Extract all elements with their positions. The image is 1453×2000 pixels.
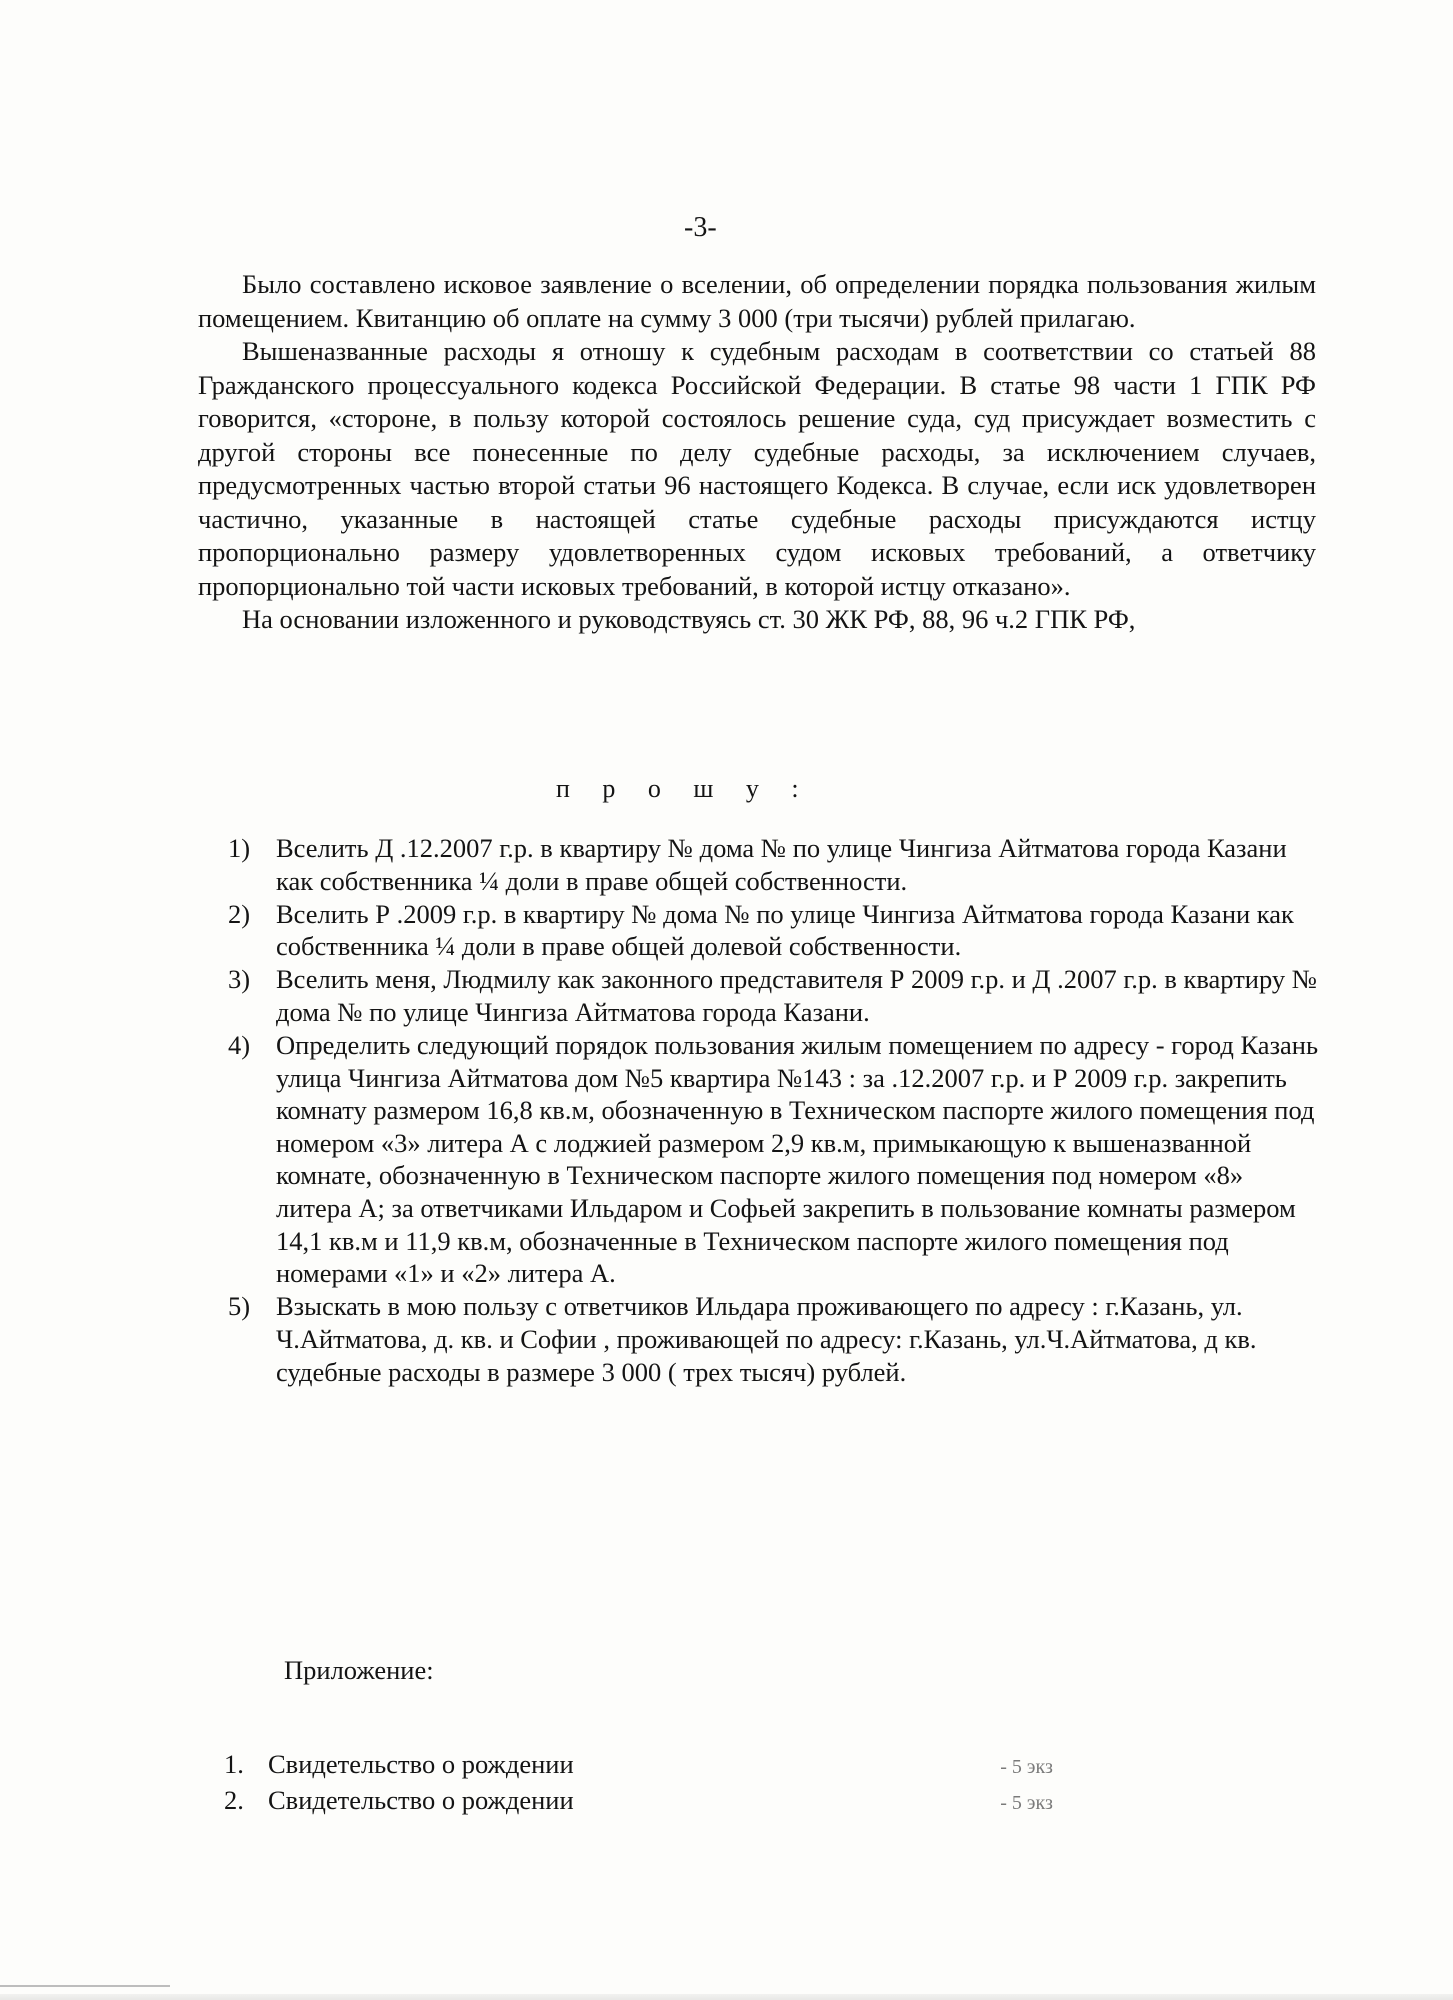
attachment-copies: - 5 экз	[1000, 1792, 1053, 1814]
paragraph-conclusion: На основании изложенного и руководствуясь ст. 30 ЖК РФ, 88, 96 ч.2 ГПК РФ,	[242, 604, 1136, 634]
page-number: -3-	[684, 212, 717, 243]
request-number: 2)	[228, 898, 251, 929]
scan-bottom-edge	[0, 1994, 1453, 2000]
request-heading: п р о ш у :	[556, 774, 812, 803]
attachment-item-2	[224, 1784, 1053, 1820]
attachments-title: Приложение:	[284, 1655, 434, 1685]
request-text: Вселить меня, Людмилу как законного представителя Р 2009 г.р. и Д .2007 г.р. в квартиру № дома № по улице Чингиза Айтматова города Казани.	[276, 964, 1318, 1027]
attachment-number: 2.	[224, 1785, 244, 1815]
paragraph-receipt: Было составлено исковое заявление о вселении, об определении порядка пользования жилым помещением. Квитанцию об оплате на сумму 3 000 (три тысячи) рублей прилагаю.	[198, 269, 1316, 333]
request-item-3	[228, 963, 1320, 1028]
request-number: 5)	[228, 1291, 251, 1322]
request-number: 1)	[228, 833, 251, 863]
request-item-1	[228, 832, 1320, 897]
attachment-copies: - 5 экз	[1000, 1756, 1053, 1778]
request-text: Вселить Д .12.2007 г.р. в квартиру № дома № по улице Чингиза Айтматова города Казани как собственника ¼ доли в праве общей собственности.	[276, 833, 1287, 896]
request-text: Взыскать в мою пользу с ответчиков Ильдара проживающего по адресу : г.Казань, ул. Ч.Айтматова, д. кв. и Софии , проживающей по адресу: г.Казань, ул.Ч.Айтматова, д кв. судебные расходы в размере 3 000 ( трех тысяч) рублей.	[276, 1291, 1257, 1387]
request-text: Определить следующий порядок пользования жилым помещением по адресу - город Казань улица Чингиза Айтматова дом №5 квартира №143 : за .12.2007 г.р. и Р 2009 г.р. закрепить комнату размером 16,8 кв.м, обозначенную в Техническом паспорте жилого помещения под номером «3» литера А с лоджией размером 2,9 кв.м, примыкающую к вышеназванной комнате, обозначенную в Техническом паспорте жилого помещения под номером «8» литера А; за ответчиками Ильдаром и Софьей закрепить в пользование комнаты размером 14,1 кв.м и 11,9 кв.м, обозначенные в Техническом паспорте жилого помещения под номерами «1» и «2» литера А.	[276, 1030, 1319, 1289]
document-body	[198, 268, 1316, 637]
request-list	[228, 832, 1320, 1389]
request-number: 3)	[228, 964, 251, 995]
attachment-text: Свидетельство о рождении	[268, 1749, 574, 1779]
paragraph-legal-basis: Вышеназванные расходы я отношу к судебным расходам в соответствии со статьей 88 Гражданского процессуального кодекса Российской Федерации. В статье 98 части 1 ГПК РФ говорится, «стороне, в пользу которой состоялось решение суда, суд присуждает возместить с другой стороны все понесенные по делу судебные расходы, за исключением случаев, предусмотренных частью второй статьи 96 настоящего Кодекса. В случае, если иск удовлетворен частично, указанные в настоящей статье судебные расходы присуждаются истцу пропорционально размеру удовлетворенных судом исковых требований, а ответчику пропорционально той части исковых требований, в которой истцу отказано».	[198, 336, 1316, 601]
request-item-4	[228, 1029, 1320, 1290]
attachment-item-1	[224, 1748, 1053, 1784]
request-number: 4)	[228, 1030, 251, 1061]
request-item-5	[228, 1290, 1320, 1388]
attachments-list	[224, 1748, 1053, 1820]
attachment-text: Свидетельство о рождении	[268, 1785, 574, 1815]
request-text: Вселить Р .2009 г.р. в квартиру № дома № по улице Чингиза Айтматова города Казани как собственника ¼ доли в праве общей долевой собственности.	[276, 898, 1294, 962]
attachment-number: 1.	[224, 1749, 244, 1779]
request-item-2	[228, 898, 1320, 963]
scan-crop-mark	[0, 1985, 170, 1987]
